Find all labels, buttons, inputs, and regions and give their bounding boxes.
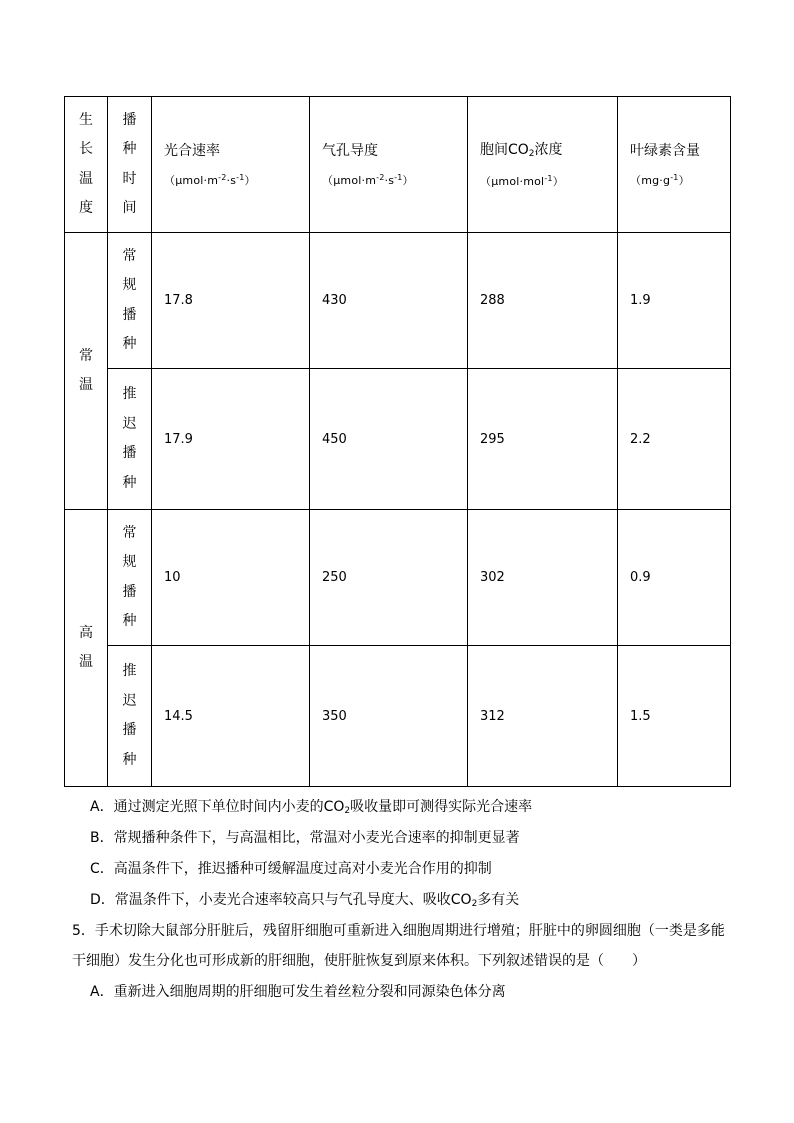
co2-cell: 288 — [468, 233, 618, 369]
sowing-time-cell: 推 迟 播 种 — [108, 646, 152, 787]
header-unit: （μmol·mol$^{-1}$） — [480, 173, 564, 188]
header-label: 胞间$CO_2$浓度 — [480, 141, 563, 159]
chlorophyll-cell: 1.5 — [618, 646, 731, 787]
data-table — [64, 96, 731, 787]
question-5-line-1: 5．手术切除大鼠部分肝脏后，残留肝细胞可重新进入细胞周期进行增殖；肝脏中的卵圆细胞（一类是多能 — [72, 923, 725, 939]
table-row — [65, 369, 731, 510]
question-5-option-a: A．重新进入细胞周期的肝细胞可发生着丝粒分裂和同源染色体分离 — [90, 984, 506, 1000]
header-label: 叶绿素含量 — [630, 142, 700, 159]
table-row — [65, 510, 731, 646]
option-a: A．通过测定光照下单位时间内小麦的$CO_2$吸收量即可测得实际光合速率 — [90, 799, 533, 816]
table-row — [65, 233, 731, 369]
rate-cell: 14.5 — [152, 646, 310, 787]
header-unit: $(\mu mol\cdot m^{-2}\cdot s^{-1})$ — [322, 172, 414, 187]
sowing-time-cell: 推 迟 播 种 — [108, 369, 152, 510]
conductance-cell: 430 — [310, 233, 468, 369]
table-row — [65, 646, 731, 787]
header-growth-temperature: 生 长 温 度 — [65, 97, 108, 233]
header-unit: $(\mu mol\cdot m^{-2}\cdot s^{-1})$ — [164, 172, 256, 187]
rate-cell: 17.8 — [152, 233, 310, 369]
header-row — [65, 97, 731, 233]
co2-cell: 312 — [468, 646, 618, 787]
question-5-line-2: 干细胞）发生分化也可形成新的肝细胞，使肝脏恢复到原来体积。下列叙述错误的是（ ） — [72, 953, 646, 969]
option-d: D．常温条件下，小麦光合速率较高只与气孔导度大、吸收$CO_2$多有关 — [90, 892, 520, 909]
rate-cell: 17.9 — [152, 369, 310, 510]
conductance-cell: 350 — [310, 646, 468, 787]
rate-cell: 10 — [152, 510, 310, 646]
header-chlorophyll-content — [618, 97, 731, 233]
temp-group-normal: 常 温 — [65, 233, 108, 510]
conductance-cell: 250 — [310, 510, 468, 646]
chlorophyll-cell: 2.2 — [618, 369, 731, 510]
header-intercellular-co2 — [468, 97, 618, 233]
chlorophyll-cell: 0.9 — [618, 510, 731, 646]
temp-group-high: 高 温 — [65, 510, 108, 787]
header-label: 光合速率 — [164, 142, 220, 159]
option-b: B．常规播种条件下，与高温相比，常温对小麦光合速率的抑制更显著 — [90, 830, 520, 846]
option-c: C．高温条件下，推迟播种可缓解温度过高对小麦光合作用的抑制 — [90, 861, 492, 877]
sowing-time-cell: 常 规 播 种 — [108, 233, 152, 369]
conductance-cell: 450 — [310, 369, 468, 510]
header-photosynthetic-rate — [152, 97, 310, 233]
header-unit: $(mg\cdot g^{-1})$ — [630, 172, 690, 187]
co2-cell: 302 — [468, 510, 618, 646]
chlorophyll-cell: 1.9 — [618, 233, 731, 369]
header-label: 气孔导度 — [322, 142, 378, 159]
header-stomatal-conductance — [310, 97, 468, 233]
header-sowing-time: 播 种 时 间 — [108, 97, 152, 233]
co2-cell: 295 — [468, 369, 618, 510]
sowing-time-cell: 常 规 播 种 — [108, 510, 152, 646]
